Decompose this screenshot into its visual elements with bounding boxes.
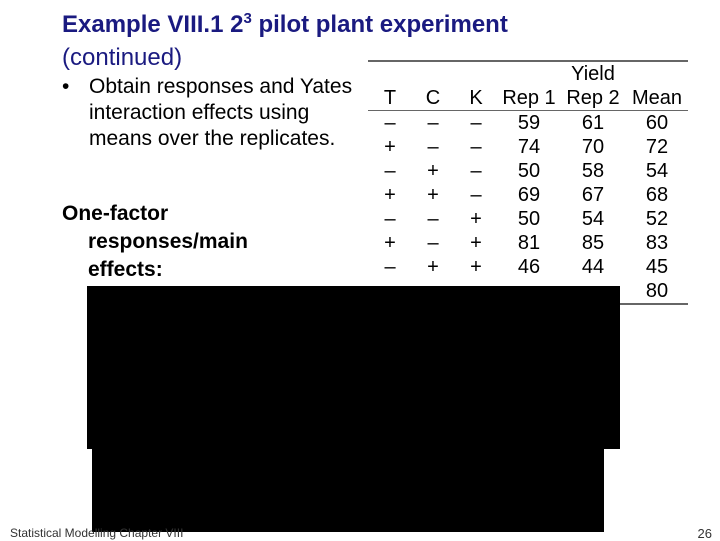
slide-footer: Statistical Modelling Chapter VIII [10,526,184,540]
one-factor-heading: One-factor responses/main effects: [62,202,248,281]
yield-group-header: Yield [498,61,688,86]
table-row: – – + 50 54 52 [384,207,669,230]
page-number: 26 [697,526,712,541]
table-row: – + + 46 44 45 [384,255,669,278]
col-header-mean: Mean [626,86,688,111]
yield-table [368,60,688,305]
title-superscript: 3 [243,10,252,27]
col-header-rep1: Rep 1 [498,86,560,111]
bullet-text: Obtain responses and Yates interaction effects using means over the replicates. [89,75,353,150]
col-header-k: K [454,86,498,111]
title-line2: (continued) [62,44,183,71]
title-line1: Example VIII.1 $2^3$ pilot plant experiment [62,10,508,38]
table-row: + – + 81 85 83 [384,231,669,254]
table-row: + – – 74 70 72 [384,135,669,158]
col-header-rep2: Rep 2 [560,86,626,111]
redaction-block [87,286,620,449]
table-row: 80 [368,279,688,304]
col-header-t: T [368,86,412,111]
bullet-marker: • [62,75,70,98]
table-row: + + – 69 67 68 [384,183,669,206]
table-row: – + – 50 58 54 [384,159,669,182]
redaction-block [92,448,604,532]
col-header-c: C [412,86,454,111]
table-row: – – – 59 61 60 [384,111,669,134]
